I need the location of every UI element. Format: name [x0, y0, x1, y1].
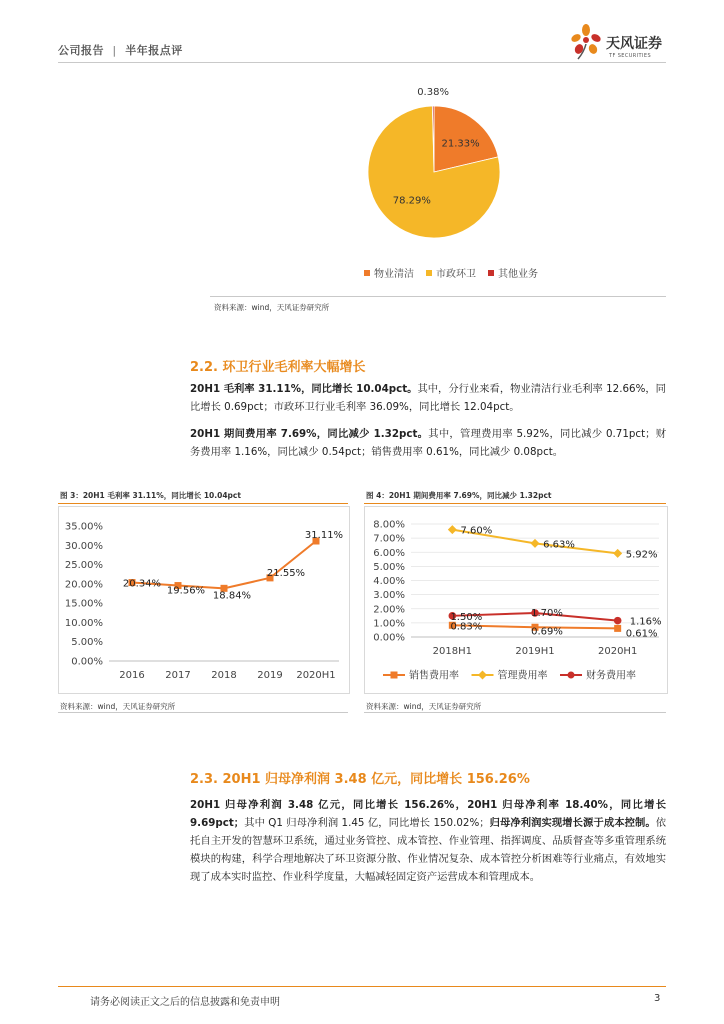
y-tick-label: 30.00%	[64, 540, 103, 552]
paragraph-highlight: 20H1 期间费用率 7.69%，同比减少 1.32pct。	[190, 428, 429, 440]
header-rule	[58, 62, 666, 63]
y-tick-label: 6.00%	[373, 547, 405, 559]
y-tick-label: 5.00%	[373, 561, 405, 573]
flower-logo-icon	[568, 22, 604, 62]
legend-swatch	[364, 270, 370, 276]
figure-title: 图 4：20H1 期间费用率 7.69%，同比减少 1.32pct	[366, 491, 552, 500]
legend-marker	[391, 672, 398, 679]
y-tick-label: 35.00%	[64, 521, 103, 533]
legend-label: 销售费用率	[409, 670, 459, 682]
paragraph-text: 其中 Q1 归母净利润 1.45 亿，同比增长 150.02%；	[244, 817, 490, 829]
header-separator: |	[112, 44, 117, 57]
x-tick-label: 2018H1	[432, 646, 473, 657]
y-tick-label: 20.00%	[64, 579, 103, 591]
x-tick-label: 2020H1	[296, 670, 336, 681]
figure-title-rule	[58, 503, 348, 504]
page-number: 3	[654, 993, 661, 1004]
y-tick-label: 0.00%	[71, 656, 103, 668]
figure-title: 图 3：20H1 毛利率 31.11%，同比增长 10.04pct	[60, 491, 241, 500]
figure-source: 资料来源：wind，天风证券研究所	[60, 702, 176, 711]
data-point	[531, 539, 540, 548]
section-title: 2.3. 20H1 归母净利润 3.48 亿元，同比增长 156.26%	[190, 772, 530, 787]
data-label: 20.34%	[122, 578, 162, 590]
x-tick-label: 2018	[211, 670, 237, 681]
expense-ratio-line-chart	[365, 507, 667, 693]
paragraph-text: 其中，分行业来看，物业清洁行业毛利率 12.66%，同比增长 0.69pct；市政环卫行业毛利率 36.09%，同比增长 12.04pct。	[190, 383, 666, 413]
report-type: 公司报告	[58, 44, 104, 57]
x-tick-label: 2019	[257, 670, 283, 681]
gross-margin-chart-frame	[58, 506, 350, 694]
legend-label: 物业清洁	[374, 269, 414, 280]
data-label: 0.61%	[625, 628, 658, 640]
x-tick-label: 2016	[119, 670, 145, 681]
y-tick-label: 4.00%	[373, 576, 405, 587]
y-tick-label: 10.00%	[64, 617, 103, 629]
x-tick-label: 2017	[165, 670, 191, 681]
paragraph-highlight: 归母净利润实现增长源于成本控制。	[489, 817, 656, 829]
data-label: 1.16%	[629, 616, 662, 628]
data-label: 7.60%	[460, 525, 493, 537]
revenue-mix-pie-chart	[350, 80, 530, 250]
footer-disclaimer: 请务必阅读正文之后的信息披露和免责申明	[90, 997, 280, 1008]
data-point	[448, 525, 457, 534]
legend-swatch	[426, 270, 432, 276]
legend-marker	[568, 672, 575, 679]
expense-ratio-chart-frame	[364, 506, 668, 694]
footer-rule	[58, 986, 666, 987]
report-header	[58, 42, 183, 58]
y-tick-label: 15.00%	[64, 598, 103, 610]
paragraph-text: 依托自主开发的智慧环卫系统，通过业务管控、成本管控、作业管理、指挥调度、品质督查等多重管理系统模块的构建，科学合理地解决了环卫资源分散、作业情况复杂、成本管控分析困难等行业痛点，有效地实现了成本实时监控、作业科学度量，大幅减轻固定资产运营成本和管理成本。	[190, 817, 667, 883]
figure-source: 资料来源：wind，天风证券研究所	[366, 702, 482, 711]
paragraph-highlight: 20H1 归母净利润 3.48 亿元，同比增长 156.26%，20H1 归母净利率 18.40%，同比增长 9.69pct；	[190, 799, 666, 829]
legend-swatch	[488, 270, 494, 276]
pie-data-label: 0.38%	[417, 87, 449, 99]
y-tick-label: 2.00%	[373, 604, 405, 616]
paragraph-highlight: 20H1 毛利率 31.11%，同比增长 10.04pct。	[190, 383, 418, 395]
gross-margin-line-chart	[59, 507, 349, 693]
figure-bottom-rule	[58, 712, 348, 713]
legend-label: 其他业务	[498, 269, 538, 280]
y-tick-label: 5.00%	[71, 637, 103, 649]
paragraph	[190, 425, 666, 461]
logo-english: TF SECURITIES	[609, 53, 652, 59]
section-title: 2.2. 环卫行业毛利率大幅增长	[190, 360, 366, 375]
data-point	[614, 625, 621, 632]
pie-data-label: 78.29%	[392, 195, 431, 207]
data-point	[614, 617, 622, 625]
y-tick-label: 1.00%	[373, 618, 405, 630]
data-label: 0.69%	[531, 626, 563, 638]
figure-source: 资料来源：wind，天风证券研究所	[214, 303, 330, 312]
figure-bottom-rule	[364, 712, 666, 713]
report-subtype: 半年报点评	[125, 44, 183, 57]
legend-label: 市政环卫	[436, 269, 476, 280]
data-point	[613, 549, 622, 558]
data-label: 6.63%	[543, 539, 575, 551]
data-label: 18.84%	[212, 590, 252, 602]
data-label: 0.83%	[450, 621, 483, 633]
legend-marker	[478, 671, 487, 680]
figure-title-rule	[364, 503, 666, 504]
logo-name: 天风证券	[606, 36, 662, 52]
data-label: 31.11%	[304, 530, 344, 542]
data-label: 1.70%	[531, 607, 563, 619]
figure-bottom-rule	[210, 296, 666, 297]
paragraph	[190, 796, 666, 886]
x-tick-label: 2020H1	[597, 646, 638, 657]
y-tick-label: 3.00%	[373, 590, 405, 602]
paragraph	[190, 380, 666, 416]
y-tick-label: 0.00%	[373, 632, 405, 644]
y-tick-label: 8.00%	[373, 519, 405, 531]
y-tick-label: 25.00%	[64, 560, 103, 572]
pie-legend	[364, 265, 538, 280]
x-tick-label: 2019H1	[515, 646, 555, 657]
pie-data-label: 21.33%	[441, 138, 480, 150]
paragraph-text: 其中，管理费用率 5.92%，同比减少 0.71pct；财务费用率 1.16%，同比减少 0.54pct；销售费用率 0.61%，同比减少 0.08pct。	[190, 428, 666, 458]
legend-label: 管理费用率	[497, 670, 548, 682]
legend-label: 财务费用率	[586, 670, 636, 682]
y-tick-label: 7.00%	[373, 533, 405, 545]
data-label: 19.56%	[166, 585, 206, 597]
data-label: 21.55%	[266, 567, 306, 579]
data-label: 5.92%	[625, 549, 658, 561]
data-label: 1.50%	[450, 611, 483, 623]
